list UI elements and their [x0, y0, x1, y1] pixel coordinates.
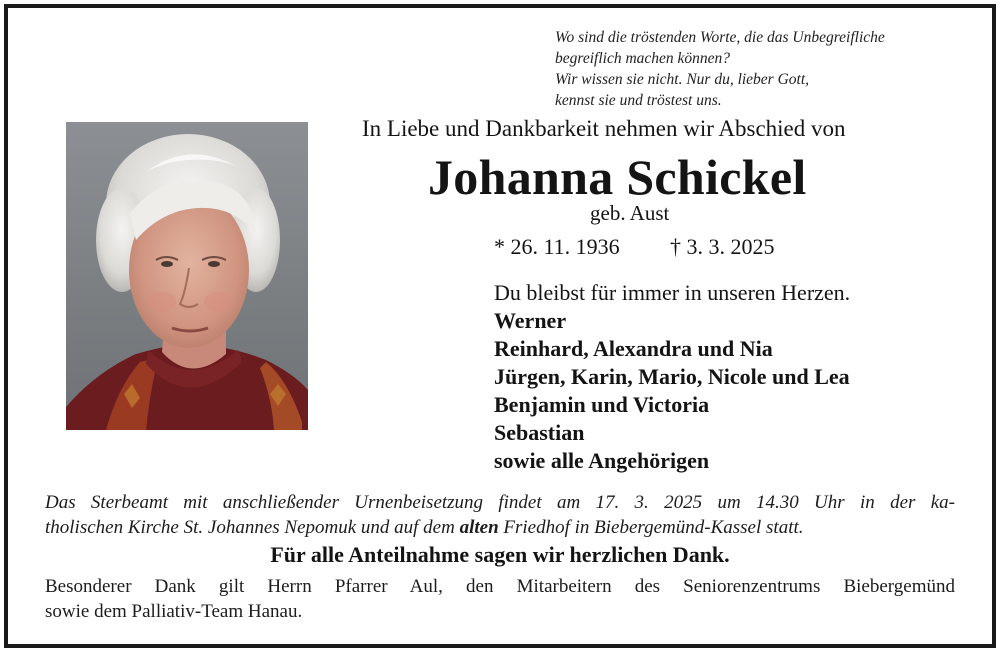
portrait-photo [66, 122, 308, 430]
mourner-name: Benjamin und Victoria [494, 392, 710, 417]
mourner-name: Jürgen, Karin, Mario, Nicole und Lea [494, 364, 850, 389]
memorial-verse: Du bleibst für immer in unseren Herzen. [494, 280, 851, 305]
quote-line: kennst sie und tröstest uns. [555, 92, 722, 109]
mourner-name: sowie alle Angehörigen [494, 448, 710, 473]
condolence-quote [555, 27, 885, 111]
notice-text: Friedhof in Biebergemünd-Kassel statt. [498, 517, 804, 538]
special-thanks-line: Besonderer Dank gilt Herrn Pfarrer Aul, den Mitarbeitern des Seniorenzentrums Biebergemünd [45, 576, 955, 597]
special-thanks-line: sowie dem Palliativ-Team Hanau. [45, 601, 303, 622]
mourner-name: Sebastian [494, 420, 585, 445]
mourner-name: Reinhard, Alexandra und Nia [494, 336, 773, 361]
quote-line: Wo sind die tröstenden Worte, die das Unbegreifliche [555, 29, 885, 46]
farewell-intro: In Liebe und Dankbarkeit nehmen wir Abschied von [362, 116, 846, 141]
portrait-image [66, 122, 308, 430]
notice-emphasis: alten [459, 517, 499, 538]
notice-line [45, 515, 955, 540]
quote-line: Wir wissen sie nicht. Nur du, lieber Gott, [555, 71, 810, 88]
thanks-line: Für alle Anteilnahme sagen wir herzlichen Dank. [270, 542, 730, 567]
birth-date: * 26. 11. 1936 [494, 234, 620, 259]
notice-text: tholischen Kirche St. Johannes Nepomuk und auf dem [45, 517, 460, 538]
funeral-notice [45, 490, 955, 540]
special-thanks [45, 574, 955, 624]
maiden-name: geb. Aust [590, 201, 670, 225]
quote-line: begreiflich machen können? [555, 50, 731, 67]
mourner-name: Werner [494, 308, 567, 333]
death-date: † 3. 3. 2025 [670, 234, 775, 259]
deceased-name: Johanna Schickel [428, 149, 807, 205]
notice-line: Das Sterbeamt mit anschließender Urnenbeisetzung findet am 17. 3. 2025 um 14.30 Uhr in der ka- [45, 492, 955, 513]
